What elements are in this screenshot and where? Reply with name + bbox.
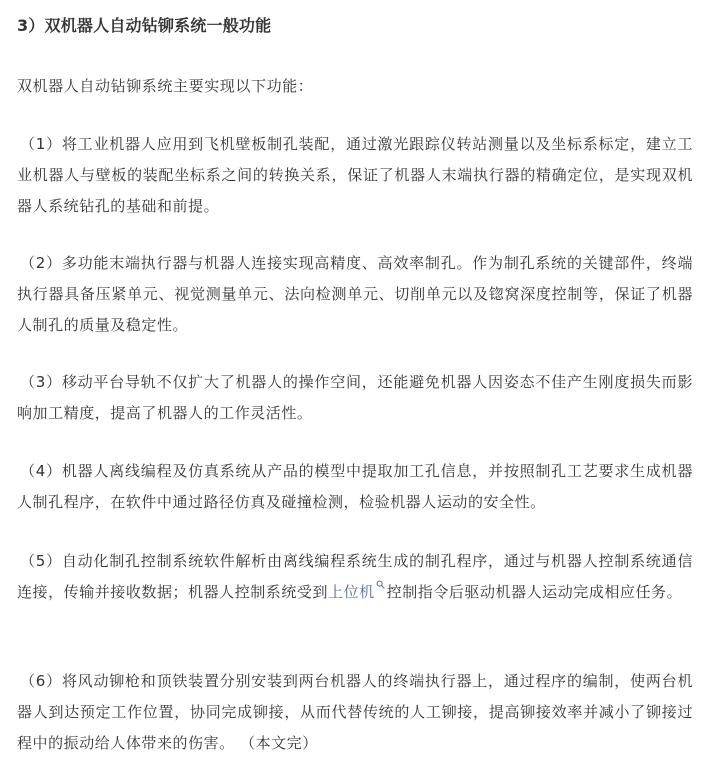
paragraph-5-text-before: （5）自动化制孔控制系统软件解析由离线编程系统生成的制孔程序，通过与机器人控制系统通信连接，传输并接收数据；机器人控制系统受到 [17, 552, 693, 601]
function-paragraph-5 [17, 546, 693, 608]
paragraph-5-text-after: 控制指令后驱动机器人运动完成相应任务。 [386, 583, 683, 601]
section-heading: 3）双机器人自动钻铆系统一般功能 [17, 16, 272, 35]
function-paragraph-6: （6）将风动铆枪和顶铁装置分别安装到两台机器人的终端执行器上，通过程序的编制，使两台机器人到达预定工作位置，协同完成铆接，从而代替传统的人工铆接，提高铆接效率并减小了铆接过程中的振动给人体带来的伤害。 （本文完） [17, 672, 693, 752]
upper-computer-link-text[interactable]: 上位机 [328, 583, 375, 601]
function-paragraph-3: （3）移动平台导轨不仅扩大了机器人的操作空间，还能避免机器人因姿态不佳产生刚度损失而影响加工精度，提高了机器人的工作灵活性。 [17, 373, 693, 422]
function-paragraph-1: （1）将工业机器人应用到飞机壁板制孔装配，通过激光跟踪仪转站测量以及坐标系标定，建立工业机器人与壁板的装配坐标系之间的转换关系，保证了机器人末端执行器的精确定位，是实现双机器人系统钻孔的基础和前提。 [17, 135, 693, 215]
intro-paragraph: 双机器人自动钻铆系统主要实现以下功能： [17, 77, 314, 95]
function-paragraph-2: （2）多功能末端执行器与机器人连接实现高精度、高效率制孔。作为制孔系统的关键部件，终端执行器具备压紧单元、视觉测量单元、法向检测单元、切削单元以及锪窝深度控制等，保证了机器人制孔的质量及稳定性。 [17, 254, 693, 334]
upper-computer-link[interactable] [328, 583, 387, 601]
search-icon [376, 580, 385, 589]
function-paragraph-4: （4）机器人离线编程及仿真系统从产品的模型中提取加工孔信息，并按照制孔工艺要求生成机器人制孔程序，在软件中通过路径仿真及碰撞检测，检验机器人运动的安全性。 [17, 462, 693, 511]
